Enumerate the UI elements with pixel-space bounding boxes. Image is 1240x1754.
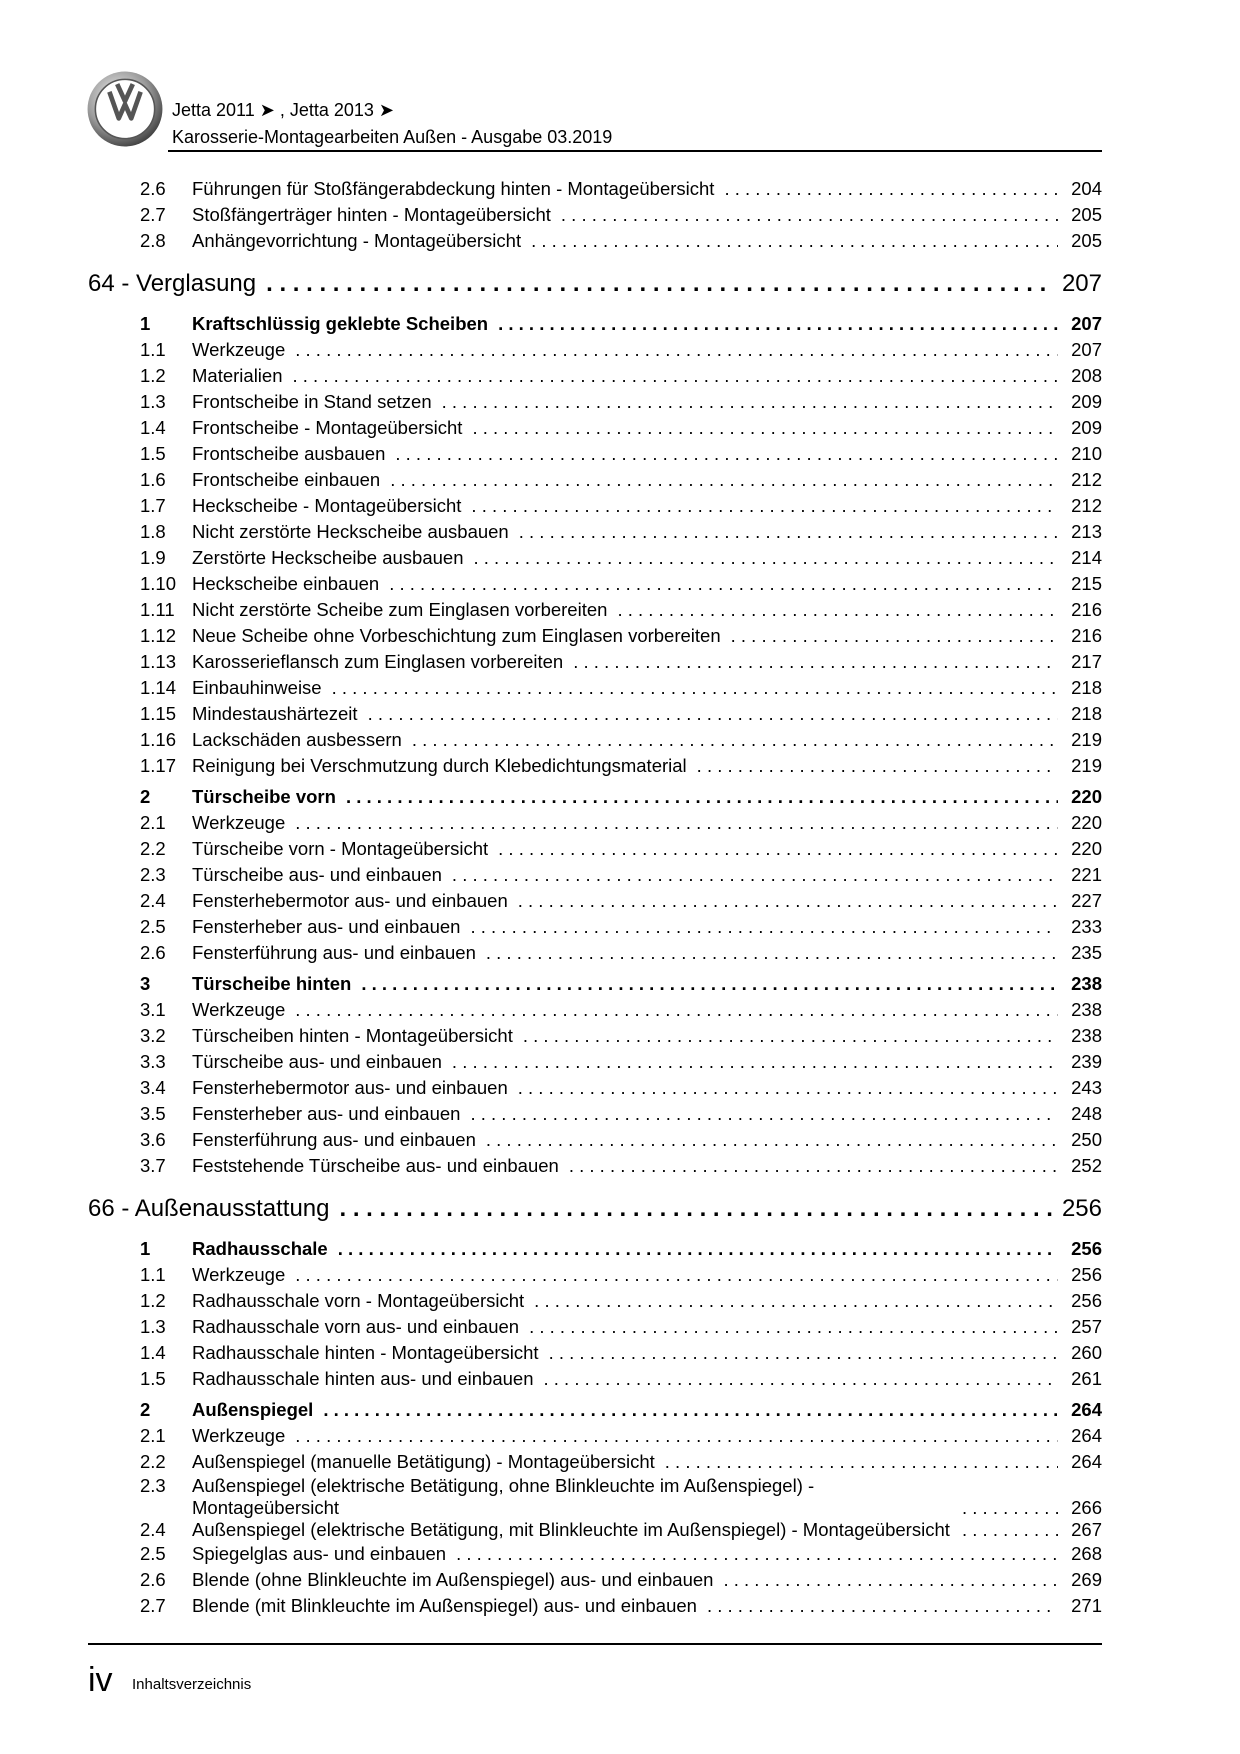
toc-chapter[interactable] <box>88 1187 1102 1231</box>
toc-entry-title: Türscheibe aus- und einbauen <box>192 1051 442 1072</box>
toc-section[interactable] <box>88 1236 1102 1262</box>
toc-entry-number: 3.2 <box>140 1025 166 1046</box>
toc-entry-title: Heckscheibe einbauen <box>192 573 380 594</box>
toc-entry-number: 1.12 <box>140 625 177 646</box>
toc-leader-dots <box>332 675 1058 701</box>
toc-entry-number: 1.10 <box>140 573 177 594</box>
toc-leader-dots <box>361 971 1058 997</box>
toc-entry-page: 207 <box>1071 339 1102 360</box>
toc-leader-dots <box>549 1340 1058 1366</box>
toc-leader-dots <box>340 1187 1052 1231</box>
toc-entry[interactable] <box>88 415 1102 441</box>
toc-entry-number: 2.2 <box>140 1451 166 1472</box>
toc-leader-dots <box>523 1023 1058 1049</box>
toc-entry-page: 248 <box>1071 1103 1102 1124</box>
toc-entry[interactable] <box>88 202 1102 228</box>
toc-entry-page: 266 <box>1071 1497 1102 1518</box>
toc-entry-title: Frontscheibe in Stand setzen <box>192 391 432 412</box>
toc-entry-title: Materialien <box>192 365 283 386</box>
toc-entry-number: 1.17 <box>140 755 177 776</box>
toc-leader-dots <box>295 997 1058 1023</box>
toc-entry-page: 212 <box>1071 469 1102 490</box>
toc-entry-number: 1 <box>140 313 151 334</box>
toc-entry[interactable] <box>88 701 1102 727</box>
toc-leader-dots <box>573 649 1058 675</box>
toc-entry-number: 3.5 <box>140 1103 166 1124</box>
toc-entry[interactable] <box>88 1127 1102 1153</box>
toc-leader-dots <box>534 1288 1058 1314</box>
toc-entry-number: 2.5 <box>140 1543 166 1564</box>
toc-entry[interactable] <box>88 675 1102 701</box>
toc-entry-page: 214 <box>1071 547 1102 568</box>
toc-entry[interactable] <box>88 836 1102 862</box>
toc-section[interactable] <box>88 971 1102 997</box>
toc-entry[interactable] <box>88 389 1102 415</box>
toc-entry-number: 2.4 <box>140 890 166 911</box>
toc-entry[interactable] <box>88 1075 1102 1101</box>
toc-leader-dots <box>561 202 1058 228</box>
toc-entry-page: 239 <box>1071 1051 1102 1072</box>
toc-leader-dots <box>962 1497 1058 1519</box>
toc-entry-number: 3.6 <box>140 1129 166 1150</box>
toc-leader-dots <box>697 753 1058 779</box>
toc-entry-number: 1.7 <box>140 495 166 516</box>
toc-entry-number: 1.14 <box>140 677 177 698</box>
document-subtitle: Karosserie-Montagearbeiten Außen - Ausgabe 03.2019 <box>172 127 613 147</box>
toc-leader-dots <box>731 623 1058 649</box>
toc-leader-dots <box>473 545 1058 571</box>
toc-entry-title: Außenspiegel (elektrische Betätigung, ohne Blinkleuchte im Außenspiegel) - Montageübersicht <box>192 1475 815 1518</box>
toc-chapter[interactable] <box>88 262 1102 306</box>
toc-leader-dots <box>518 1075 1058 1101</box>
toc-entry-page: 218 <box>1071 703 1102 724</box>
toc-entry-title: Frontscheibe einbauen <box>192 469 381 490</box>
toc-entry-page: 216 <box>1071 599 1102 620</box>
toc-leader-dots <box>962 1519 1058 1541</box>
toc-entry[interactable] <box>88 1593 1102 1619</box>
toc-entry-number: 1 <box>140 1238 151 1259</box>
toc-entry-title: Radhausschale vorn - Montageübersicht <box>192 1290 525 1311</box>
toc-leader-dots <box>389 571 1058 597</box>
toc-entry-number: 2.3 <box>140 864 166 885</box>
vw-logo-icon <box>86 70 164 148</box>
toc-entry-page: 205 <box>1071 204 1102 225</box>
toc-entry-number: 2.5 <box>140 916 166 937</box>
toc-entry-number: 3.4 <box>140 1077 166 1098</box>
toc-leader-dots <box>529 1314 1058 1340</box>
toc-leader-dots <box>724 176 1058 202</box>
toc-entry-title: Fensterhebermotor aus- und einbauen <box>192 1077 508 1098</box>
toc-entry-page: 213 <box>1071 521 1102 542</box>
toc-entry-page: 261 <box>1071 1368 1102 1389</box>
toc-entry-title: Zerstörte Heckscheibe ausbauen <box>192 547 464 568</box>
toc-entry-title: Führungen für Stoßfängerabdeckung hinten - Montageübersicht <box>192 178 715 199</box>
toc-leader-dots <box>486 1127 1058 1153</box>
toc-entry[interactable] <box>88 337 1102 363</box>
toc-leader-dots <box>543 1366 1058 1392</box>
toc-entry-page: 220 <box>1071 786 1102 807</box>
toc-entry[interactable] <box>88 1449 1102 1475</box>
toc-entry-title: Türscheibe aus- und einbauen <box>192 864 442 885</box>
toc-leader-dots <box>338 1236 1058 1262</box>
toc-entry-page: 215 <box>1071 573 1102 594</box>
toc-entry[interactable] <box>88 1423 1102 1449</box>
toc-entry-title: Außenspiegel (manuelle Betätigung) - Montageübersicht <box>192 1451 655 1472</box>
toc-entry-title: Fensterheber aus- und einbauen <box>192 916 461 937</box>
toc-entry-title: Türscheibe vorn <box>192 786 336 807</box>
toc-entry[interactable] <box>88 493 1102 519</box>
toc-entry-number: 2.3 <box>140 1475 166 1496</box>
toc-entry-page: 250 <box>1071 1129 1102 1150</box>
toc-entry[interactable] <box>88 1023 1102 1049</box>
toc-leader-dots <box>452 862 1058 888</box>
toc-leader-dots <box>323 1397 1058 1423</box>
toc-entry-number: 1.16 <box>140 729 177 750</box>
toc-entry-number: 1.11 <box>140 599 175 620</box>
toc-entry-title: Mindestaushärtezeit <box>192 703 358 724</box>
toc-entry-number: 1.1 <box>140 1264 166 1285</box>
toc-entry[interactable] <box>88 597 1102 623</box>
toc-entry-number: 1.3 <box>140 1316 166 1337</box>
toc-entry-page: 256 <box>1061 1195 1102 1222</box>
toc-entry[interactable] <box>88 862 1102 888</box>
toc-entry-number: 1.4 <box>140 417 166 438</box>
toc-leader-dots <box>293 363 1059 389</box>
toc-leader-dots <box>617 597 1058 623</box>
toc-leader-dots <box>486 940 1058 966</box>
toc-entry-number: 1.13 <box>140 651 177 672</box>
toc-entry[interactable] <box>88 176 1102 202</box>
toc-entry-title: Nicht zerstörte Scheibe zum Einglasen vorbereiten <box>192 599 608 620</box>
toc-entry-number: 1.5 <box>140 1368 166 1389</box>
toc-leader-dots <box>395 441 1058 467</box>
toc-entry[interactable] <box>88 1049 1102 1075</box>
toc-entry-title: Neue Scheibe ohne Vorbeschichtung zum Einglasen vorbereiten <box>192 625 721 646</box>
toc-entry-number: 2 <box>140 1399 151 1420</box>
toc-leader-dots <box>442 389 1058 415</box>
toc-leader-dots <box>519 519 1058 545</box>
toc-leader-dots <box>266 262 1052 306</box>
toc-entry-page: 208 <box>1071 365 1102 386</box>
toc-entry-number: 2.7 <box>140 204 166 225</box>
toc-entry-page: 269 <box>1071 1569 1102 1590</box>
toc-entry[interactable] <box>88 1153 1102 1179</box>
toc-entry-page: 260 <box>1071 1342 1102 1363</box>
toc-entry-title: Anhängevorrichtung - Montageübersicht <box>192 230 522 251</box>
header-divider <box>168 150 1102 152</box>
toc-entry-title: Türscheiben hinten - Montageübersicht <box>192 1025 513 1046</box>
toc-entry-number: 1.5 <box>140 443 166 464</box>
toc-entry-page: 216 <box>1071 625 1102 646</box>
toc-entry-page: 256 <box>1071 1264 1102 1285</box>
toc-entry-title: Werkzeuge <box>192 339 286 360</box>
toc-entry-title: Türscheibe vorn - Montageübersicht <box>192 838 489 859</box>
toc-entry-title: Kraftschlüssig geklebte Scheiben <box>192 313 489 334</box>
toc-entry[interactable] <box>88 1519 1102 1541</box>
toc-entry-number: 2.6 <box>140 178 166 199</box>
toc-entry-number: 1.1 <box>140 339 166 360</box>
toc-entry-title: Außenspiegel <box>192 1399 314 1420</box>
toc-entry[interactable] <box>88 1475 1102 1519</box>
toc-leader-dots <box>498 311 1058 337</box>
toc-entry-title: Außenspiegel (elektrische Betätigung, mit Blinkleuchte im Außenspiegel) - Montageübersicht <box>192 1519 950 1540</box>
toc-entry-page: 217 <box>1071 651 1102 672</box>
toc-entry-title: 64 - Verglasung <box>88 270 257 297</box>
toc-entry-title: Heckscheibe - Montageübersicht <box>192 495 462 516</box>
toc-entry-title: Werkzeuge <box>192 999 286 1020</box>
toc-entry-title: Fensterheber aus- und einbauen <box>192 1103 461 1124</box>
toc-entry-page: 264 <box>1071 1399 1102 1420</box>
toc-entry-number: 2.6 <box>140 1569 166 1590</box>
toc-entry-page: 252 <box>1071 1155 1102 1176</box>
toc-entry-page: 221 <box>1071 864 1102 885</box>
toc-entry-number: 3.3 <box>140 1051 166 1072</box>
toc-entry[interactable] <box>88 649 1102 675</box>
toc-entry-number: 2.7 <box>140 1595 166 1616</box>
toc-entry-title: Fensterführung aus- und einbauen <box>192 1129 476 1150</box>
toc-leader-dots <box>470 1101 1058 1127</box>
toc-entry-page: 207 <box>1071 313 1102 334</box>
toc-entry-number: 1.2 <box>140 1290 166 1311</box>
toc-entry-title: Radhausschale <box>192 1238 328 1259</box>
toc-entry-page: 256 <box>1071 1238 1102 1259</box>
toc-entry-title: Frontscheibe - Montageübersicht <box>192 417 463 438</box>
toc-entry-page: 264 <box>1071 1451 1102 1472</box>
toc-entry-number: 2.4 <box>140 1519 166 1540</box>
toc-section[interactable] <box>88 784 1102 810</box>
toc-leader-dots <box>390 467 1058 493</box>
toc-leader-dots <box>498 836 1058 862</box>
toc-entry-page: 238 <box>1071 973 1102 994</box>
toc-entry[interactable] <box>88 623 1102 649</box>
toc-entry-number: 3.7 <box>140 1155 166 1176</box>
toc-entry-page: 268 <box>1071 1543 1102 1564</box>
toc-entry[interactable] <box>88 467 1102 493</box>
toc-entry[interactable] <box>88 727 1102 753</box>
toc-entry-page: 227 <box>1071 890 1102 911</box>
toc-entry-page: 207 <box>1061 270 1102 297</box>
toc-leader-dots <box>295 1262 1058 1288</box>
toc-entry-title: Karosserieflansch zum Einglasen vorbereiten <box>192 651 564 672</box>
toc-entry[interactable] <box>88 1314 1102 1340</box>
toc-entry[interactable] <box>88 1340 1102 1366</box>
toc-entry[interactable] <box>88 914 1102 940</box>
toc-leader-dots <box>569 1153 1058 1179</box>
toc-entry-title: Werkzeuge <box>192 1264 286 1285</box>
toc-leader-dots <box>346 784 1058 810</box>
toc-entry-title: Blende (ohne Blinkleuchte im Außenspiegel) aus- und einbauen <box>192 1569 714 1590</box>
document-title: Jetta 2011 ➤ , Jetta 2013 ➤ <box>172 100 394 120</box>
toc-entry-page: 257 <box>1071 1316 1102 1337</box>
toc-entry-page: 238 <box>1071 1025 1102 1046</box>
toc-entry-page: 204 <box>1071 178 1102 199</box>
toc-entry[interactable] <box>88 940 1102 966</box>
toc-entry-title: Feststehende Türscheibe aus- und einbauen <box>192 1155 559 1176</box>
toc-entry[interactable] <box>88 1541 1102 1567</box>
toc-entry-page: 212 <box>1071 495 1102 516</box>
toc-entry-number: 1.8 <box>140 521 166 542</box>
table-of-contents <box>88 176 1102 1619</box>
toc-entry-title: Lackschäden ausbessern <box>192 729 402 750</box>
toc-entry-title: Fensterführung aus- und einbauen <box>192 942 476 963</box>
toc-entry-page: 220 <box>1071 812 1102 833</box>
toc-entry-page: 205 <box>1071 230 1102 251</box>
toc-entry-number: 2.2 <box>140 838 166 859</box>
toc-entry-number: 1.6 <box>140 469 166 490</box>
toc-entry[interactable] <box>88 1262 1102 1288</box>
toc-entry[interactable] <box>88 519 1102 545</box>
toc-leader-dots <box>368 701 1058 727</box>
toc-entry-page: 235 <box>1071 942 1102 963</box>
toc-leader-dots <box>472 415 1058 441</box>
toc-section[interactable] <box>88 1397 1102 1423</box>
toc-entry-title: Stoßfängerträger hinten - Montageübersicht <box>192 204 551 225</box>
page-number: iv <box>88 1661 113 1699</box>
toc-entry[interactable] <box>88 888 1102 914</box>
toc-entry-page: 243 <box>1071 1077 1102 1098</box>
toc-entry-page: 271 <box>1071 1595 1102 1616</box>
toc-entry-page: 256 <box>1071 1290 1102 1311</box>
toc-entry[interactable] <box>88 1101 1102 1127</box>
toc-entry-number: 2 <box>140 786 151 807</box>
toc-entry[interactable] <box>88 441 1102 467</box>
toc-leader-dots <box>470 914 1058 940</box>
toc-section[interactable] <box>88 311 1102 337</box>
toc-entry-number: 2.1 <box>140 1425 166 1446</box>
toc-entry-number: 1.4 <box>140 1342 166 1363</box>
toc-leader-dots <box>295 337 1058 363</box>
toc-leader-dots <box>665 1449 1058 1475</box>
toc-entry-title: Spiegelglas aus- und einbauen <box>192 1543 447 1564</box>
toc-entry-page: 210 <box>1071 443 1102 464</box>
toc-entry-title: Nicht zerstörte Heckscheibe ausbauen <box>192 521 509 542</box>
toc-entry[interactable] <box>88 753 1102 779</box>
toc-leader-dots <box>412 727 1058 753</box>
toc-entry-title: Frontscheibe ausbauen <box>192 443 386 464</box>
toc-entry[interactable] <box>88 571 1102 597</box>
toc-entry-page: 220 <box>1071 838 1102 859</box>
toc-entry[interactable] <box>88 228 1102 254</box>
toc-entry-title: Radhausschale hinten aus- und einbauen <box>192 1368 534 1389</box>
toc-leader-dots <box>707 1593 1058 1619</box>
toc-entry-page: 219 <box>1071 729 1102 750</box>
toc-entry-page: 264 <box>1071 1425 1102 1446</box>
toc-leader-dots <box>471 493 1058 519</box>
toc-leader-dots <box>531 228 1058 254</box>
toc-entry-page: 233 <box>1071 916 1102 937</box>
toc-entry-number: 3 <box>140 973 151 994</box>
toc-entry-page: 209 <box>1071 391 1102 412</box>
toc-entry-title: Fensterhebermotor aus- und einbauen <box>192 890 508 911</box>
toc-leader-dots <box>295 1423 1058 1449</box>
toc-entry-page: 219 <box>1071 755 1102 776</box>
toc-entry[interactable] <box>88 810 1102 836</box>
section-label: Inhaltsverzeichnis <box>132 1676 252 1693</box>
toc-entry-number: 1.15 <box>140 703 177 724</box>
toc-entry[interactable] <box>88 1288 1102 1314</box>
toc-entry-page: 238 <box>1071 999 1102 1020</box>
toc-entry-title: Werkzeuge <box>192 812 286 833</box>
toc-leader-dots <box>518 888 1058 914</box>
toc-entry-title: 66 - Außenausstattung <box>88 1195 330 1222</box>
toc-entry-title: Radhausschale vorn aus- und einbauen <box>192 1316 520 1337</box>
toc-entry-number: 3.1 <box>140 999 166 1020</box>
toc-entry-page: 209 <box>1071 417 1102 438</box>
toc-entry[interactable] <box>88 363 1102 389</box>
toc-entry-page: 218 <box>1071 677 1102 698</box>
toc-entry-page: 267 <box>1071 1519 1102 1540</box>
toc-entry-title: Radhausschale hinten - Montageübersicht <box>192 1342 539 1363</box>
toc-entry-title: Reinigung bei Verschmutzung durch Klebedichtungsmaterial <box>192 755 687 776</box>
toc-leader-dots <box>295 810 1058 836</box>
toc-leader-dots <box>456 1541 1058 1567</box>
toc-entry[interactable] <box>88 1567 1102 1593</box>
toc-entry-title: Türscheibe hinten <box>192 973 352 994</box>
toc-entry[interactable] <box>88 997 1102 1023</box>
toc-leader-dots <box>452 1049 1058 1075</box>
toc-leader-dots <box>723 1567 1058 1593</box>
toc-entry-number: 1.3 <box>140 391 166 412</box>
toc-entry-title: Blende (mit Blinkleuchte im Außenspiegel) aus- und einbauen <box>192 1595 697 1616</box>
toc-entry[interactable] <box>88 545 1102 571</box>
toc-entry-number: 2.8 <box>140 230 166 251</box>
toc-entry-number: 1.2 <box>140 365 166 386</box>
toc-entry-title: Einbauhinweise <box>192 677 322 698</box>
toc-entry[interactable] <box>88 1366 1102 1392</box>
toc-entry-number: 2.1 <box>140 812 166 833</box>
toc-entry-number: 1.9 <box>140 547 166 568</box>
toc-entry-number: 2.6 <box>140 942 166 963</box>
footer-divider <box>88 1643 1102 1645</box>
toc-entry-title: Werkzeuge <box>192 1425 286 1446</box>
